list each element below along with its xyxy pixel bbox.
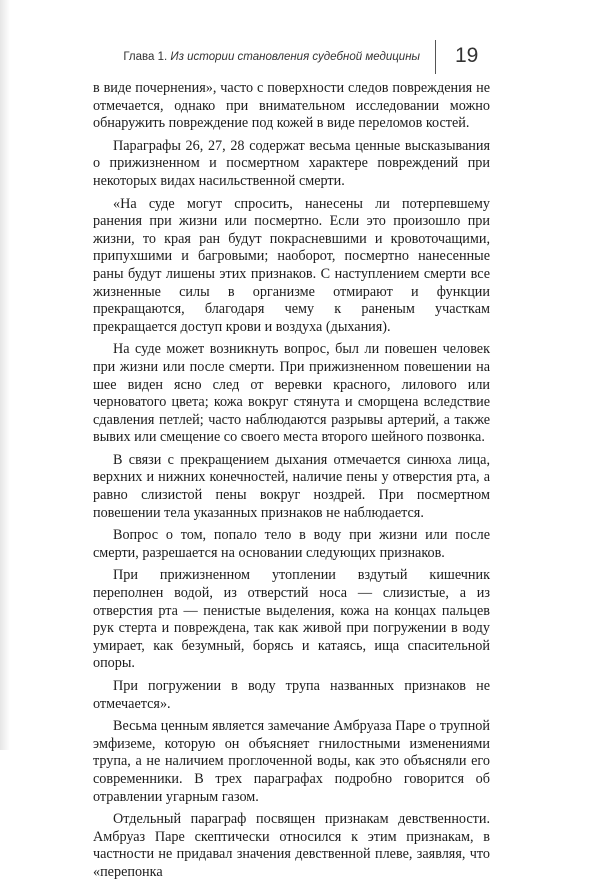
header-divider — [435, 40, 436, 74]
paragraph: На суде может возникнуть вопрос, был ли повешен человек при жизни или после смерти. При прижизненном повешении на шее виден ясно след от веревки красного, лилового или черноватого цвета; кожа вокруг стянута и сморщена вследствие сдавления петлей; часто наблюдаются разрывы артерий, а также вывих или смещение со своего места второго шейного позвонка. — [93, 341, 490, 446]
paragraph: При погружении в воду трупа названных признаков не отмечается». — [93, 678, 490, 712]
paragraph: «На суде могут спросить, нанесены ли потерпевшему ранения при жизни или посмертно. Если это произошло при жизни, то края ран будут покрасневшими и кровоточащими, припухшими и багровыми; наоборот, посмертно нанесенные раны будут лишены этих признаков. С наступлением смерти все жизненные силы в организме отмирают и функции прекращаются, благодаря чему к раненым участкам прекращается доступ крови и воздуха (дыхания). — [93, 195, 490, 335]
chapter-label: Глава 1. — [123, 51, 168, 63]
paragraph: Параграфы 26, 27, 28 содержат весьма ценные высказывания о прижизненном и посмертном характере повреждений при некоторых видах насильственной смерти. — [93, 137, 490, 189]
paragraph: в виде почернения», часто с поверхности следов повреждения не отмечается, однако при внимательном исследовании можно обнаружить повреждение под кожей в виде переломов костей. — [93, 80, 490, 132]
body-text — [93, 80, 490, 887]
paragraph: При прижизненном утоплении вздутый кишечник переполнен водой, из отверстий носа — слизистые, а из отверстия рта — пенистые выделения, кожа на концах пальцев рук стерта и повреждена, так как живой при погружении в воду умирает, как безумный, борясь и катаясь, ища спасительной опоры. — [93, 567, 490, 672]
chapter-title: Из истории становления судебной медицины — [170, 51, 420, 63]
chapter-header — [123, 51, 420, 63]
paragraph: Вопрос о том, попало тело в воду при жизни или после смерти, разрешается на основании следующих признаков. — [93, 527, 490, 561]
running-head — [123, 40, 570, 70]
paragraph: Весьма ценным является замечание Амбруаза Паре о трупной эмфиземе, которую он объясняет гнилостными изменениями трупа, а не наличием проглоченной воды, как это объясняли его современники. В трех параграфах подробно говорится об отравлении угарным газом. — [93, 718, 490, 805]
page-gutter-shadow — [0, 0, 10, 750]
paragraph: Отдельный параграф посвящен признакам девственности. Амбруаз Паре скептически относился к этим признакам, в частности не придавал значения девственной плеве, заявляя, что «перепонка — [93, 811, 490, 880]
page-number: 19 — [455, 44, 479, 67]
paragraph: В связи с прекращением дыхания отмечается синюха лица, верхних и нижних конечностей, наличие пены у отверстия рта, а равно слизистой пены вокруг ноздрей. При посмертном повешении тела указанных признаков не наблюдается. — [93, 451, 490, 521]
